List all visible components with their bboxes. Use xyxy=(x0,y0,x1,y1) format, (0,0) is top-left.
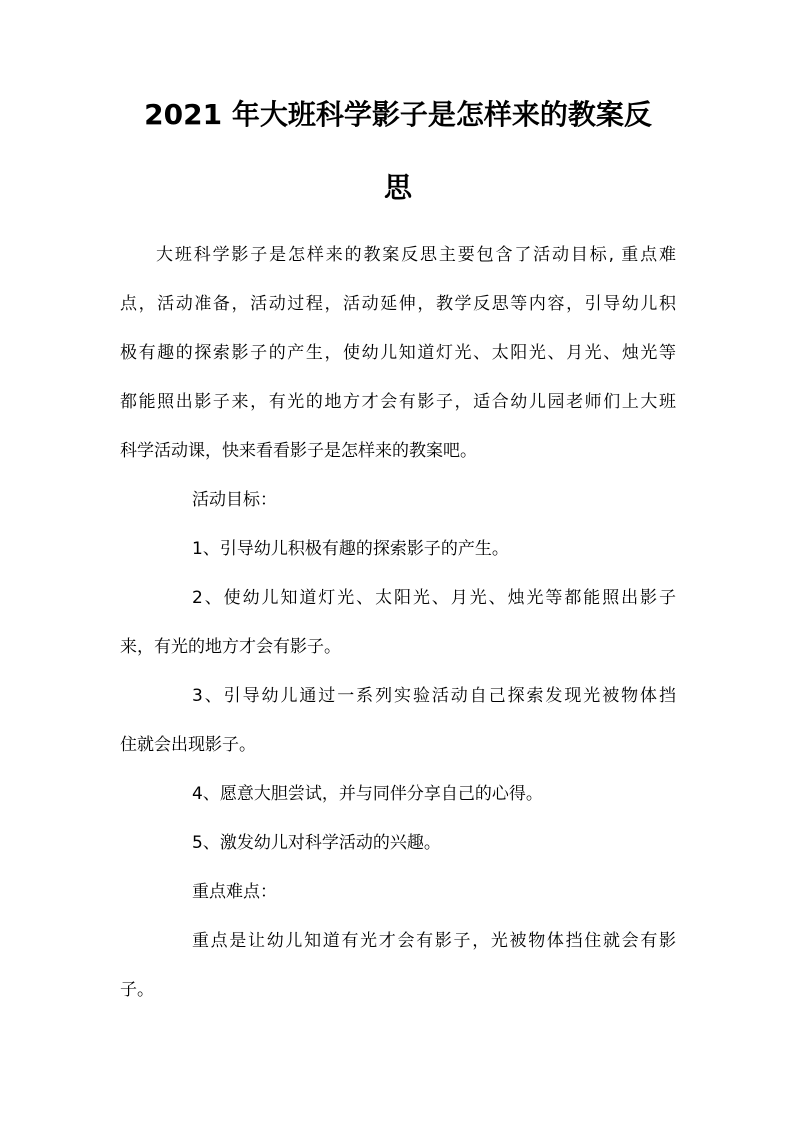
goal-item-5: 5、激发幼儿对科学活动的兴趣。 xyxy=(192,833,441,853)
section-heading-keypoints: 重点难点： xyxy=(192,882,277,902)
goal-item-3-line-1: 3、引导幼儿通过一系列实验活动自己探索发现光被物体挡 xyxy=(192,686,676,706)
keypoints-line-1: 重点是让幼儿知道有光才会有影子，光被物体挡住就会有影 xyxy=(192,931,676,951)
intro-line-4: 都能照出影子来，有光的地方才会有影子，适合幼儿园老师们上大班 xyxy=(120,392,676,412)
goal-item-2-line-1: 2、使幼儿知道灯光、太阳光、月光、烛光等都能照出影子 xyxy=(192,588,676,608)
goal-item-3-line-2: 住就会出现影子。 xyxy=(120,735,256,755)
goal-item-4: 4、愿意大胆尝试，并与同伴分享自己的心得。 xyxy=(192,784,543,804)
goal-item-2-line-2: 来，有光的地方才会有影子。 xyxy=(120,637,341,657)
keypoints-line-2: 子。 xyxy=(120,980,154,1000)
document-title-line-1: 2021 年大班科学影子是怎样来的教案反 xyxy=(144,98,652,131)
section-heading-goals: 活动目标： xyxy=(192,490,277,510)
document-title-line-2: 思 xyxy=(383,171,412,204)
intro-line-5: 科学活动课，快来看看影子是怎样来的教案吧。 xyxy=(120,441,477,461)
intro-line-1: 大班科学影子是怎样来的教案反思主要包含了活动目标, 重点难 xyxy=(156,245,676,265)
intro-line-2: 点，活动准备，活动过程，活动延伸，教学反思等内容，引导幼儿积 xyxy=(120,294,676,314)
goal-item-1: 1、引导幼儿积极有趣的探索影子的产生。 xyxy=(192,539,509,559)
intro-line-3: 极有趣的探索影子的产生，使幼儿知道灯光、太阳光、月光、烛光等 xyxy=(120,343,676,363)
